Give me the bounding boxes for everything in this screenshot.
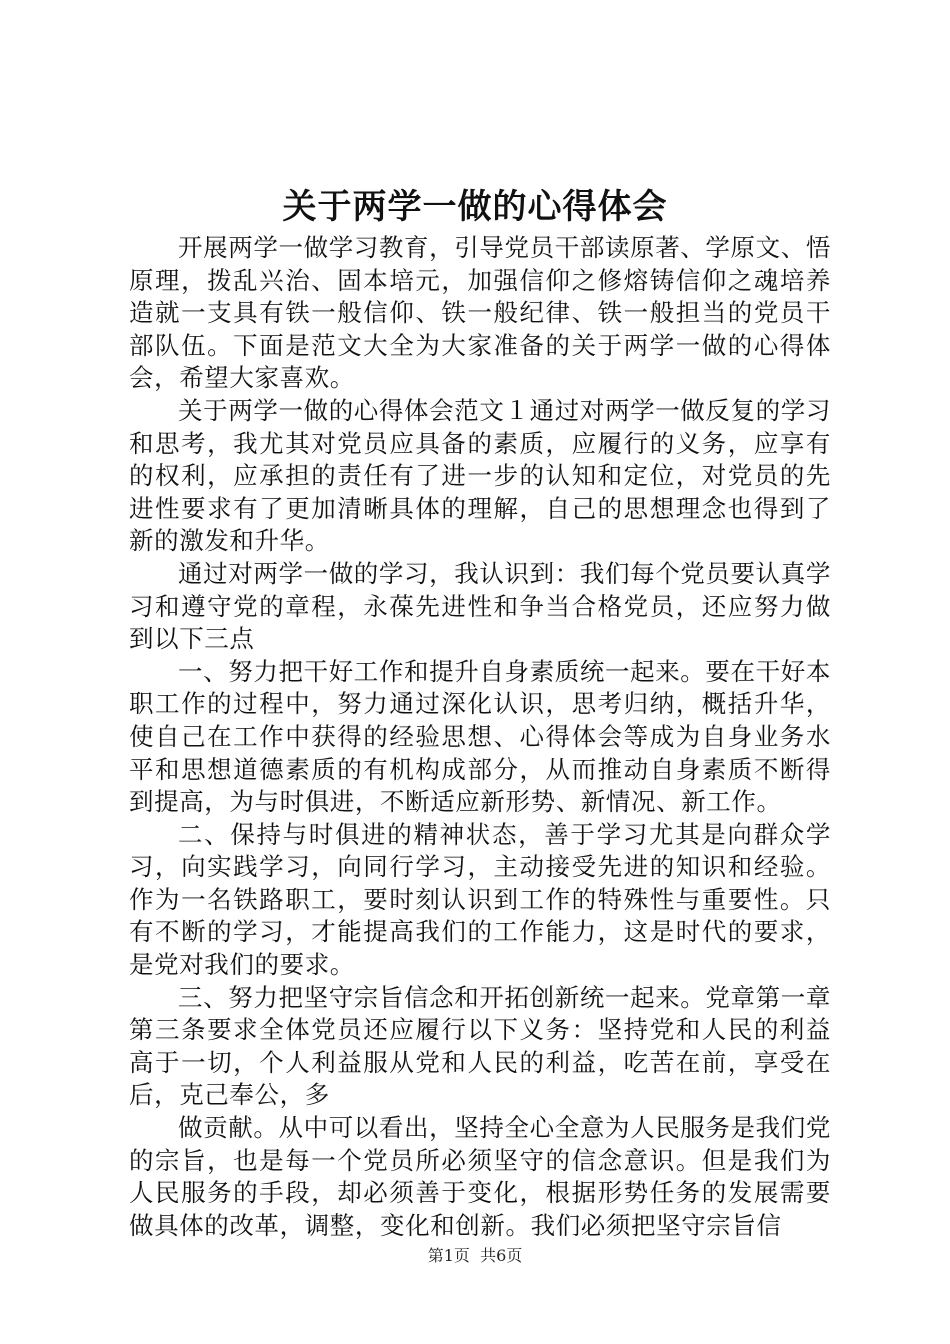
paragraph: 一、努力把干好工作和提升自身素质统一起来。要在干好本职工作的过程中，努力通过深化认识，思考归纳，概括升华，使自己在工作中获得的经验思想、心得体会等成为自身业务水平和思想道德素质的有机构成部分，从而推动自身素质不断得到提高，为与时俱进，不断适应新形势、新情况、新工作。 [129, 656, 831, 817]
page-footer [0, 1245, 950, 1267]
document-body [129, 232, 831, 1242]
paragraph: 关于两学一做的心得体会范文１通过对两学一做反复的学习和思考，我尤其对党员应具备的素质，应履行的义务，应享有的权利，应承担的责任有了进一步的认知和定位，对党员的先进性要求有了更加清晰具体的理解，自己的思想理念也得到了新的激发和升华。 [129, 395, 831, 556]
document-title: 关于两学一做的心得体会 [282, 187, 668, 227]
paragraph: 三、努力把坚守宗旨信念和开拓创新统一起来。党章第一章第三条要求全体党员还应履行以下义务：坚持党和人民的利益高于一切，个人利益服从党和人民的利益，吃苦在前，享受在后，克己奉公，多 [129, 982, 831, 1110]
paragraph: 开展两学一做学习教育，引导党员干部读原著、学原文、悟原理，拨乱兴治、固本培元，加强信仰之修熔铸信仰之魂培养造就一支具有铁一般信仰、铁一般纪律、铁一般担当的党员干部队伍。下面是范文大全为大家准备的关于两学一做的心得体会，希望大家喜欢。 [129, 233, 831, 393]
page-number: 第1页 [427, 1246, 470, 1265]
paragraph: 二、保持与时俱进的精神状态，善于学习尤其是向群众学习，向实践学习，向同行学习，主动接受先进的知识和经验。作为一名铁路职工，要时刻认识到工作的特殊性与重要性。只有不断的学习，才能提高我们的工作能力，这是时代的要求，是党对我们的要求。 [129, 819, 831, 980]
paragraph: 做贡献。从中可以看出，坚持全心全意为人民服务是我们党的宗旨，也是每一个党员所必须坚守的信念意识。但是我们为人民服务的手段，却必须善于变化，根据形势任务的发展需要做具体的改革，调整，变化和创新。我们必须把坚守宗旨信 [129, 1113, 831, 1240]
paragraph: 通过对两学一做的学习，我认识到：我们每个党员要认真学习和遵守党的章程，永葆先进性和争当合格党员，还应努力做到以下三点 [129, 558, 831, 654]
page-total: 共6页 [480, 1246, 523, 1265]
